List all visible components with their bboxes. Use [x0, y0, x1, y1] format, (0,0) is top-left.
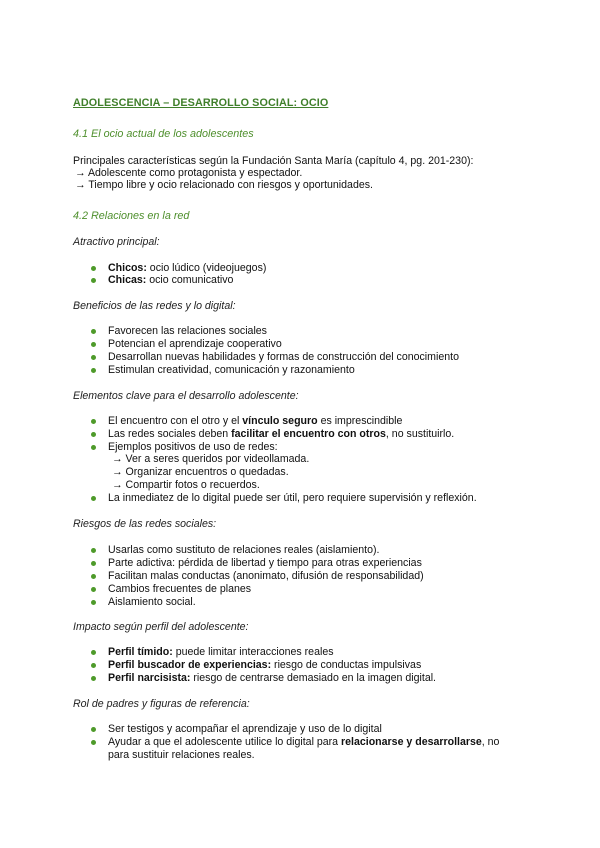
bullet-icon	[91, 278, 96, 283]
bullet-icon	[91, 727, 96, 732]
bullet-icon	[91, 574, 96, 579]
bullet-icon	[91, 676, 96, 681]
document-page: ADOLESCENCIA – DESARROLLO SOCIAL: OCIO 4.1 El ocio actual de los adolescentes Principales características según la Fundación Santa María (capítulo 4, pg. 201-230): → Adolescente como protagonista y espectador. → Tiempo libre y ocio relacionado con riesgos y oportunidades. 4.2 Relaciones en la red Atractivo principal: Chicos: ocio lúdico (videojuegos) Chicas: ocio comunicativo Beneficios de las redes y lo digital: Favorecen las relaciones sociales Potencian el aprendizaje cooperativo Desarrollan nuevas habilidades y formas de construcción del conocimiento Estimulan creatividad, comunicación y razonamiento Elementos clave para el desarrollo adolescente: El encuentro con el otro y el vínculo seguro es imprescindible Las redes sociales deben facilitar el encuentro con otros, no sustituirlo. Ejemplos positivos de uso de redes: → Ver a seres queridos por videollamada. → Organizar encuentros o quedadas. → Compartir fotos o recuerdos. La inmediatez de lo digital puede ser útil, pero requiere supervisión y reflexión. Riesgos de las redes sociales: Usarlas como sustituto de relaciones reales (aislamiento). Parte adictiva: pérdida de libertad y tiempo para otras experiencias Facilitan malas conductas (anonimato, difusión de responsabilidad) Cambios frecuentes de planes Aislamiento social. Impacto según perfil del adolescente: Perfil tímido: puede limitar interacciones reales Perfil buscador de experiencias: riesgo de conductas impulsivas Perfil narcisista: riesgo de centrarse demasiado en la imagen digital. Rol de padres y figuras de referencia: Ser testigos y acompañar el aprendizaje y uso de lo digital Ayudar a que el adolescente utilice lo digital para relacionarse y desarrollarse, no para sustituir relaciones reales.	[73, 97, 500, 761]
intro-line: Principales características según la Fundación Santa María (capítulo 4, pg. 201-230):	[73, 155, 474, 167]
sub-arrow-line: → Ver a seres queridos por videollamada.	[112, 453, 310, 465]
sub-arrow-line: → Organizar encuentros o quedadas.	[112, 466, 289, 478]
section-heading-4-2: 4.2 Relaciones en la red	[73, 210, 190, 222]
list-item-continuation: para sustituir relaciones reales.	[108, 749, 255, 761]
section-heading-4-1: 4.1 El ocio actual de los adolescentes	[73, 128, 254, 140]
bullet-icon	[91, 600, 96, 605]
bold-term: Chicos:	[108, 262, 147, 274]
subheading-atractivo: Atractivo principal:	[73, 236, 160, 248]
bullet-icon	[91, 419, 96, 424]
bullet-icon	[91, 329, 96, 334]
bullet-icon	[91, 650, 96, 655]
bullet-icon	[91, 548, 96, 553]
arrow-line: → Adolescente como protagonista y espectador.	[75, 167, 303, 179]
bullet-icon	[91, 496, 96, 501]
document-title: ADOLESCENCIA – DESARROLLO SOCIAL: OCIO	[73, 97, 329, 109]
subheading-rol: Rol de padres y figuras de referencia:	[73, 698, 250, 710]
bullet-icon	[91, 561, 96, 566]
bullet-icon	[91, 355, 96, 360]
arrow-line: → Tiempo libre y ocio relacionado con riesgos y oportunidades.	[75, 179, 373, 191]
subheading-riesgos: Riesgos de las redes sociales:	[73, 518, 217, 530]
bullet-icon	[91, 266, 96, 271]
bullet-icon	[91, 432, 96, 437]
bullet-icon	[91, 663, 96, 668]
bullet-icon	[91, 740, 96, 745]
bullet-icon	[91, 368, 96, 373]
bold-term: Chicas:	[108, 274, 147, 286]
subheading-elementos: Elementos clave para el desarrollo adolescente:	[73, 390, 299, 402]
subheading-beneficios: Beneficios de las redes y lo digital:	[73, 300, 236, 312]
bullet-icon	[91, 587, 96, 592]
sub-arrow-line: → Compartir fotos o recuerdos.	[112, 479, 260, 491]
bullet-icon	[91, 342, 96, 347]
bullet-icon	[91, 445, 96, 450]
subheading-impacto: Impacto según perfil del adolescente:	[73, 621, 249, 633]
